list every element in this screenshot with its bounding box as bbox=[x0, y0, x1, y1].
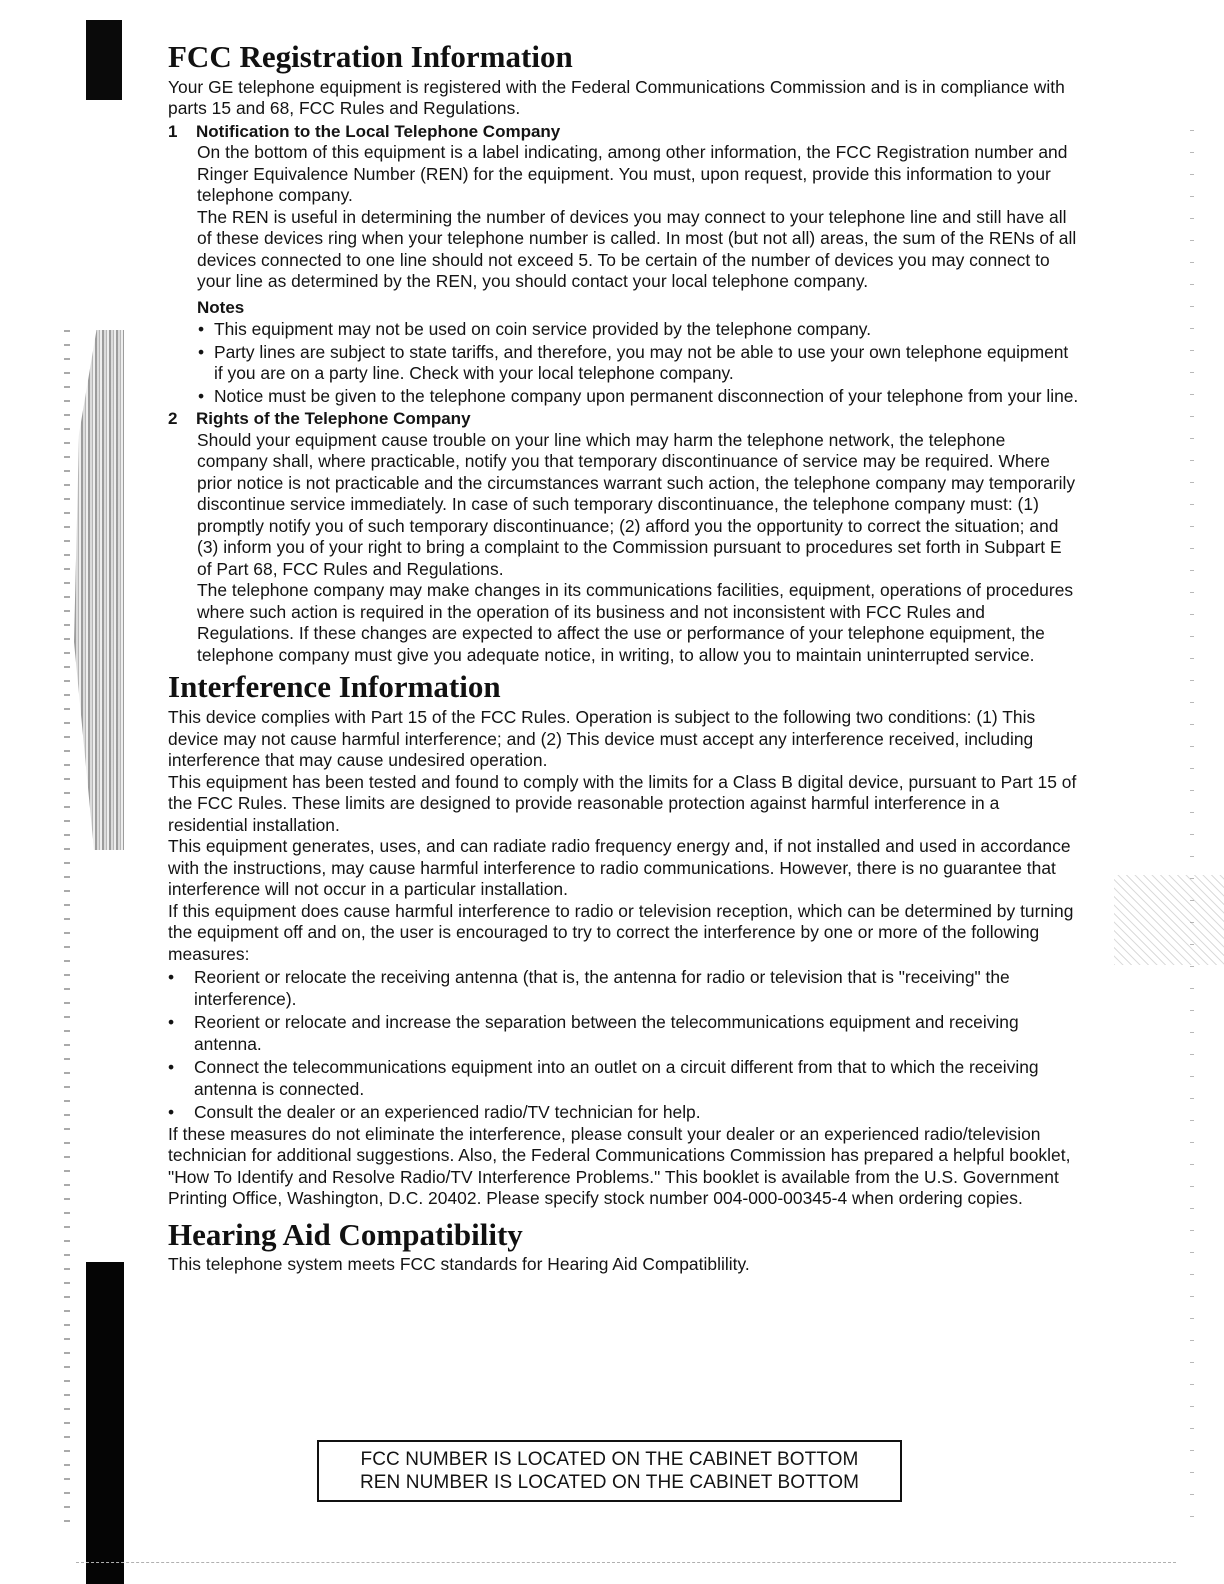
interference-paragraph-1: This device complies with Part 15 of the FCC Rules. Operation is subject to the following two conditions: (1) This device may not cause harmful interference; and (2) This device must accept any interference received, including interference that may cause undesired operation. bbox=[168, 707, 1036, 770]
ren-number-notice: REN NUMBER IS LOCATED ON THE CABINET BOTTOM bbox=[359, 1472, 860, 1493]
bullet-icon: • bbox=[168, 967, 175, 987]
scan-noise-right bbox=[1114, 875, 1224, 965]
section-2-heading bbox=[168, 408, 1080, 430]
section-1-heading bbox=[168, 121, 1080, 143]
section-2-paragraph-1: Should your equipment cause trouble on your line which may harm the telephone network, the telephone company shall, where practicable, notify you that temporary discontinuance of service may be required. Where prior notice is not practicable and the circumstances warrant such action, the telephone company may temporarily discontinue service immediately. In case of such temporary discontinuance, the telephone company must: (1) promptly notify you of such temporary discontinuance; (2) afford you the opportunity to correct the situation; and (3) inform you of your right to bring a complaint to the Commission pursuant to procedures set forth in Subpart E of Part 68, FCC Rules and Regulations. bbox=[197, 429, 1076, 579]
scan-specks-left bbox=[64, 330, 70, 1530]
section-2-paragraph-2: The telephone company may make changes in its communications facilities, equipment, operations of procedures where such action is required in the operation of its business and not inconsistent with FCC Rules and Regulations. If these changes are expected to affect the use or performance of your telephone equipment, the telephone company must give you adequate notice, in writing, to allow you to maintain uninterrupted service. bbox=[197, 580, 1074, 665]
interference-paragraph-2: This equipment has been tested and found to comply with the limits for a Class B digital device, pursuant to Part 15 of the FCC Rules. These limits are designed to provide reasonable protection against harmful interference in a residential installation. bbox=[168, 771, 1077, 835]
note-text: Party lines are subject to state tariffs, and therefore, you may not be able to use your own telephone equipment if you are on a party line. Check with your local telephone company. bbox=[214, 341, 1069, 384]
bullet-icon: • bbox=[168, 1057, 175, 1077]
fcc-intro-paragraph: Your GE telephone equipment is registered with the Federal Communications Commission and is in compliance with parts 15 and 68, FCC Rules and Regulations. bbox=[168, 76, 1065, 119]
interference-heading: Interference Information bbox=[168, 669, 501, 705]
scan-shadow-bottom bbox=[86, 1262, 124, 1584]
measure-text: Connect the telecommunications equipment into an outlet on a circuit different from that to which the receiving antenna is connected. bbox=[194, 1057, 1039, 1099]
measure-item bbox=[168, 967, 1080, 1010]
section-1-number: 1 bbox=[168, 121, 178, 141]
scan-bottom-edge bbox=[76, 1562, 1176, 1564]
hearing-aid-text: This telephone system meets FCC standards for Hearing Aid Compatiblility. bbox=[168, 1254, 750, 1275]
measure-item bbox=[168, 1057, 1080, 1100]
bullet-icon: • bbox=[198, 385, 205, 406]
measure-item bbox=[168, 1102, 1080, 1124]
measure-item bbox=[168, 1012, 1080, 1055]
scan-binding-shadow bbox=[74, 330, 124, 850]
bullet-icon: • bbox=[168, 1102, 175, 1122]
bullet-icon: • bbox=[198, 319, 205, 340]
measure-text: Reorient or relocate the receiving antenna (that is, the antenna for radio or television that is "receiving" the interference). bbox=[194, 967, 1010, 1009]
interference-paragraph-5: If these measures do not eliminate the interference, please consult your dealer or an experienced radio/television technician for additional suggestions. Also, the Federal Communications Commission has prepared a helpful booklet, "How To Identify and Resolve Radio/TV Interference Problems." This booklet is available from the U.S. Government Printing Office, Washington, D.C. 20402. Please specify stock number 004-000-00345-4 when ordering copies. bbox=[168, 1123, 1071, 1208]
note-text: Notice must be given to the telephone company upon permanent disconnection of your telephone from your line. bbox=[214, 385, 1079, 406]
measure-text: Reorient or relocate and increase the separation between the telecommunications equipment and receiving antenna. bbox=[194, 1012, 1019, 1054]
section-2-body bbox=[197, 430, 1080, 667]
bullet-icon: • bbox=[168, 1012, 175, 1032]
section-2-number: 2 bbox=[168, 409, 178, 429]
note-text: This equipment may not be used on coin service provided by the telephone company. bbox=[214, 319, 872, 340]
note-item bbox=[197, 386, 1080, 408]
measure-text: Consult the dealer or an experienced radio/TV technician for help. bbox=[194, 1102, 701, 1122]
section-1-paragraph-2: The REN is useful in determining the number of devices you may connect to your telephone line and still have all of these devices ring when your telephone number is called. In most (but not all) areas, the sum of the RENs of all devices connected to one line should not exceed 5. To be certain of the number of devices you may connect to your line as determined by the REN, you should contact your local telephone company. bbox=[197, 206, 1077, 292]
section-1-title: Notification to the Local Telephone Company bbox=[196, 121, 561, 141]
scan-left-margin bbox=[0, 0, 128, 1584]
document-body bbox=[168, 38, 1080, 1276]
scan-right-margin bbox=[1100, 0, 1224, 1584]
scan-shadow-top bbox=[86, 20, 122, 100]
scan-specks-right bbox=[1190, 130, 1194, 1530]
note-item bbox=[197, 319, 1080, 341]
section-1-body bbox=[197, 142, 1080, 407]
note-item bbox=[197, 342, 1080, 385]
hearing-aid-heading: Hearing Aid Compatibility bbox=[168, 1216, 523, 1252]
notes-heading: Notes bbox=[197, 297, 245, 317]
fcc-number-notice: FCC NUMBER IS LOCATED ON THE CABINET BOTTOM bbox=[360, 1449, 859, 1470]
fcc-registration-heading: FCC Registration Information bbox=[168, 39, 573, 74]
section-2-title: Rights of the Telephone Company bbox=[196, 409, 471, 429]
section-1-paragraph-1: On the bottom of this equipment is a label indicating, among other information, the FCC Registration number and Ringer Equivalence Number (REN) for the equipment. You must, upon request, provide this information to your telephone company. bbox=[197, 142, 1068, 206]
interference-paragraph-4: If this equipment does cause harmful interference to radio or television reception, which can be determined by turning the equipment off and on, the user is encouraged to try to correct the interference by one or more of the following measures: bbox=[168, 900, 1074, 964]
cabinet-notice-box bbox=[317, 1440, 902, 1502]
interference-paragraph-3: This equipment generates, uses, and can radiate radio frequency energy and, if not installed and used in accordance with the instructions, may cause harmful interference to radio communications. However, there is no guarantee that interference will not occur in a particular installation. bbox=[168, 836, 1071, 899]
bullet-icon: • bbox=[198, 341, 205, 362]
